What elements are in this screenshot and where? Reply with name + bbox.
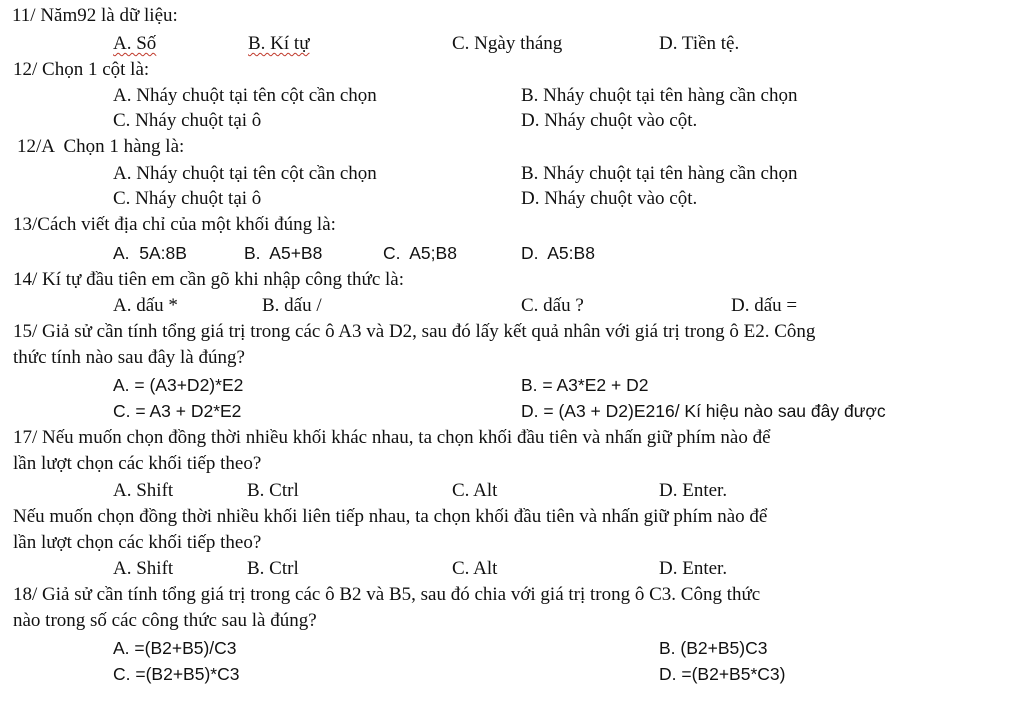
q11-text: 11/ Năm92 là dữ liệu: [12,5,178,26]
q11-question [12,5,178,27]
q17-question-line1: 17/ Nếu muốn chọn đồng thời nhiều khối khác nhau, ta chọn khối đầu tiên và nhấn giữ phím nào để [13,427,771,448]
q13-option-b: B. A5+B8 [244,243,323,263]
q17-option-c: C. Alt [452,480,498,501]
q12-option-c: C. Nháy chuột tại ô [113,110,262,131]
q17b-option-a: A. Shift [113,558,174,579]
q12-option-b: B. Nháy chuột tại tên hàng cần chọn [521,85,798,106]
q12a-option-c: C. Nháy chuột tại ô [113,188,262,209]
q17b-option-d: D. Enter. [659,558,728,579]
q17b-question-line2: lần lượt chọn các khối tiếp theo? [13,532,262,553]
q17b-option-b: B. Ctrl [247,558,299,579]
q13-option-c: C. A5;B8 [383,243,457,263]
q13-option-a: A. 5A:8B [113,243,187,263]
q17-option-a: A. Shift [113,480,174,501]
q12-question: 12/ Chọn 1 cột là: [13,59,150,80]
q17-question-line2: lần lượt chọn các khối tiếp theo? [13,453,262,474]
q13-option-d: D. A5:B8 [521,243,595,263]
q15-option-b: B. = A3*E2 + D2 [521,375,649,395]
q18-option-d: D. =(B2+B5*C3) [659,664,786,684]
q14-option-d: D. dấu = [731,295,798,316]
q12a-option-b: B. Nháy chuột tại tên hàng cần chọn [521,163,798,184]
q15-option-a: A. = (A3+D2)*E2 [113,375,244,395]
q14-question: 14/ Kí tự đầu tiên em cần gõ khi nhập công thức là: [13,269,405,290]
q18-option-b: B. (B2+B5)C3 [659,638,768,658]
q14-option-a: A. dấu * [113,295,178,316]
q17-option-d: D. Enter. [659,480,728,501]
q11-option-b-text: B. Kí tự [248,33,310,54]
q14-option-c: C. dấu ? [521,295,584,316]
q15-option-d: D. = (A3 + D2)E216/ Kí hiệu nào sau đây được [521,401,886,421]
q11-option-a [113,33,156,55]
q12a-option-d: D. Nháy chuột vào cột. [521,188,698,209]
q12-option-d: D. Nháy chuột vào cột. [521,110,698,131]
q18-option-c: C. =(B2+B5)*C3 [113,664,240,684]
q14-option-b: B. dấu / [262,295,322,316]
q11-option-a-text: A. Số [113,33,157,54]
q18-question-line2: nào trong số các công thức sau là đúng? [13,610,317,631]
q15-question-line2: thức tính nào sau đây là đúng? [13,347,245,368]
q15-option-c: C. = A3 + D2*E2 [113,401,242,421]
q13-question: 13/Cách viết địa chỉ của một khối đúng là: [13,214,336,235]
q17b-question-line1: Nếu muốn chọn đồng thời nhiều khối liên tiếp nhau, ta chọn khối đầu tiên và nhấn giữ phím nào để [13,506,768,527]
q17-option-b: B. Ctrl [247,480,299,501]
q12a-question: 12/A Chọn 1 hàng là: [17,136,185,157]
q17b-option-c: C. Alt [452,558,498,579]
q12-option-a: A. Nháy chuột tại tên cột cần chọn [113,85,377,106]
q11-option-b [248,33,310,55]
q18-question-line1: 18/ Giả sử cần tính tổng giá trị trong các ô B2 và B5, sau đó chia với giá trị trong ô C3. Công thức [13,584,761,605]
q18-option-a: A. =(B2+B5)/C3 [113,638,237,658]
q12a-option-a: A. Nháy chuột tại tên cột cần chọn [113,163,377,184]
q15-question-line1: 15/ Giả sử cần tính tổng giá trị trong các ô A3 và D2, sau đó lấy kết quả nhân với giá trị trong ô E2. Công [13,321,816,342]
q11-option-d: D. Tiền tệ. [659,33,740,54]
q11-option-c: C. Ngày tháng [452,33,563,54]
